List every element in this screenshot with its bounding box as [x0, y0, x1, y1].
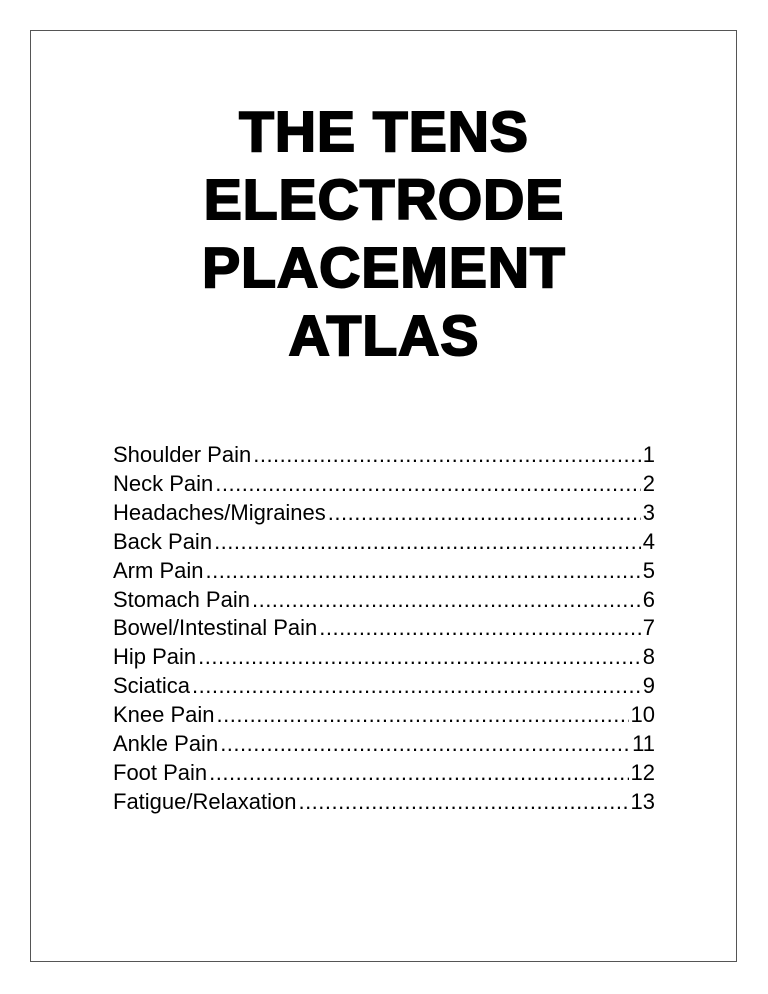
toc-entry: [113, 586, 655, 615]
leader-dots: [215, 470, 640, 499]
toc-entry-label: Stomach Pain: [113, 586, 252, 615]
toc-entry-page: 1: [642, 442, 655, 467]
leader-dots: [198, 643, 641, 672]
toc-entry-page: 3: [642, 499, 655, 525]
toc-entry-label: Arm Pain: [113, 557, 205, 586]
toc-entry-page: 13: [630, 788, 655, 814]
toc-entry-label: Neck Pain: [113, 470, 215, 499]
toc-entry-label: Ankle Pain: [113, 730, 220, 759]
toc-entry-label: Fatigue/Relaxation: [113, 788, 298, 817]
leader-dots: [328, 499, 641, 528]
toc-entry-label: Bowel/Intestinal Pain: [113, 614, 319, 643]
toc-entry-label: Back Pain: [113, 528, 214, 557]
toc-entry-page: 7: [642, 615, 655, 641]
toc-entry-label: Shoulder Pain: [113, 441, 253, 470]
toc-entry: [113, 643, 655, 672]
toc-entry: [113, 528, 655, 557]
toc-entry: [113, 672, 655, 701]
title-line: PLACEMENT: [202, 236, 566, 300]
table-of-contents: [113, 441, 655, 817]
title-line: ELECTRODE: [203, 168, 565, 232]
toc-entry-label: Headaches/Migraines: [113, 499, 328, 528]
toc-entry-page: 4: [642, 528, 655, 554]
toc-entry-page: 12: [630, 759, 655, 785]
leader-dots: [253, 441, 641, 470]
toc-entry-page: 2: [642, 470, 655, 496]
toc-entry-page: 6: [642, 586, 655, 612]
toc-entry: [113, 759, 655, 788]
leader-dots: [205, 557, 640, 586]
toc-entry: [113, 730, 655, 759]
title-line: ATLAS: [288, 304, 480, 368]
leader-dots: [220, 730, 630, 759]
leader-dots: [214, 528, 641, 557]
leader-dots: [298, 788, 628, 817]
leader-dots: [319, 614, 641, 643]
toc-entry-label: Foot Pain: [113, 759, 209, 788]
document-title: [0, 98, 768, 370]
toc-entry: [113, 614, 655, 643]
leader-dots: [209, 759, 628, 788]
toc-entry-page: 10: [630, 702, 655, 728]
toc-entry: [113, 441, 655, 470]
leader-dots: [252, 586, 641, 615]
toc-entry-page: 11: [632, 731, 655, 757]
leader-dots: [217, 701, 629, 730]
toc-entry: [113, 701, 655, 730]
toc-entry: [113, 470, 655, 499]
title-line: THE TENS: [239, 100, 529, 164]
toc-entry: [113, 499, 655, 528]
toc-entry: [113, 557, 655, 586]
toc-entry-page: 9: [642, 673, 655, 699]
toc-entry-page: 5: [642, 557, 655, 583]
leader-dots: [192, 672, 641, 701]
toc-entry-label: Knee Pain: [113, 701, 217, 730]
toc-entry: [113, 788, 655, 817]
toc-entry-label: Hip Pain: [113, 643, 198, 672]
toc-entry-label: Sciatica: [113, 672, 192, 701]
toc-entry-page: 8: [642, 644, 655, 670]
